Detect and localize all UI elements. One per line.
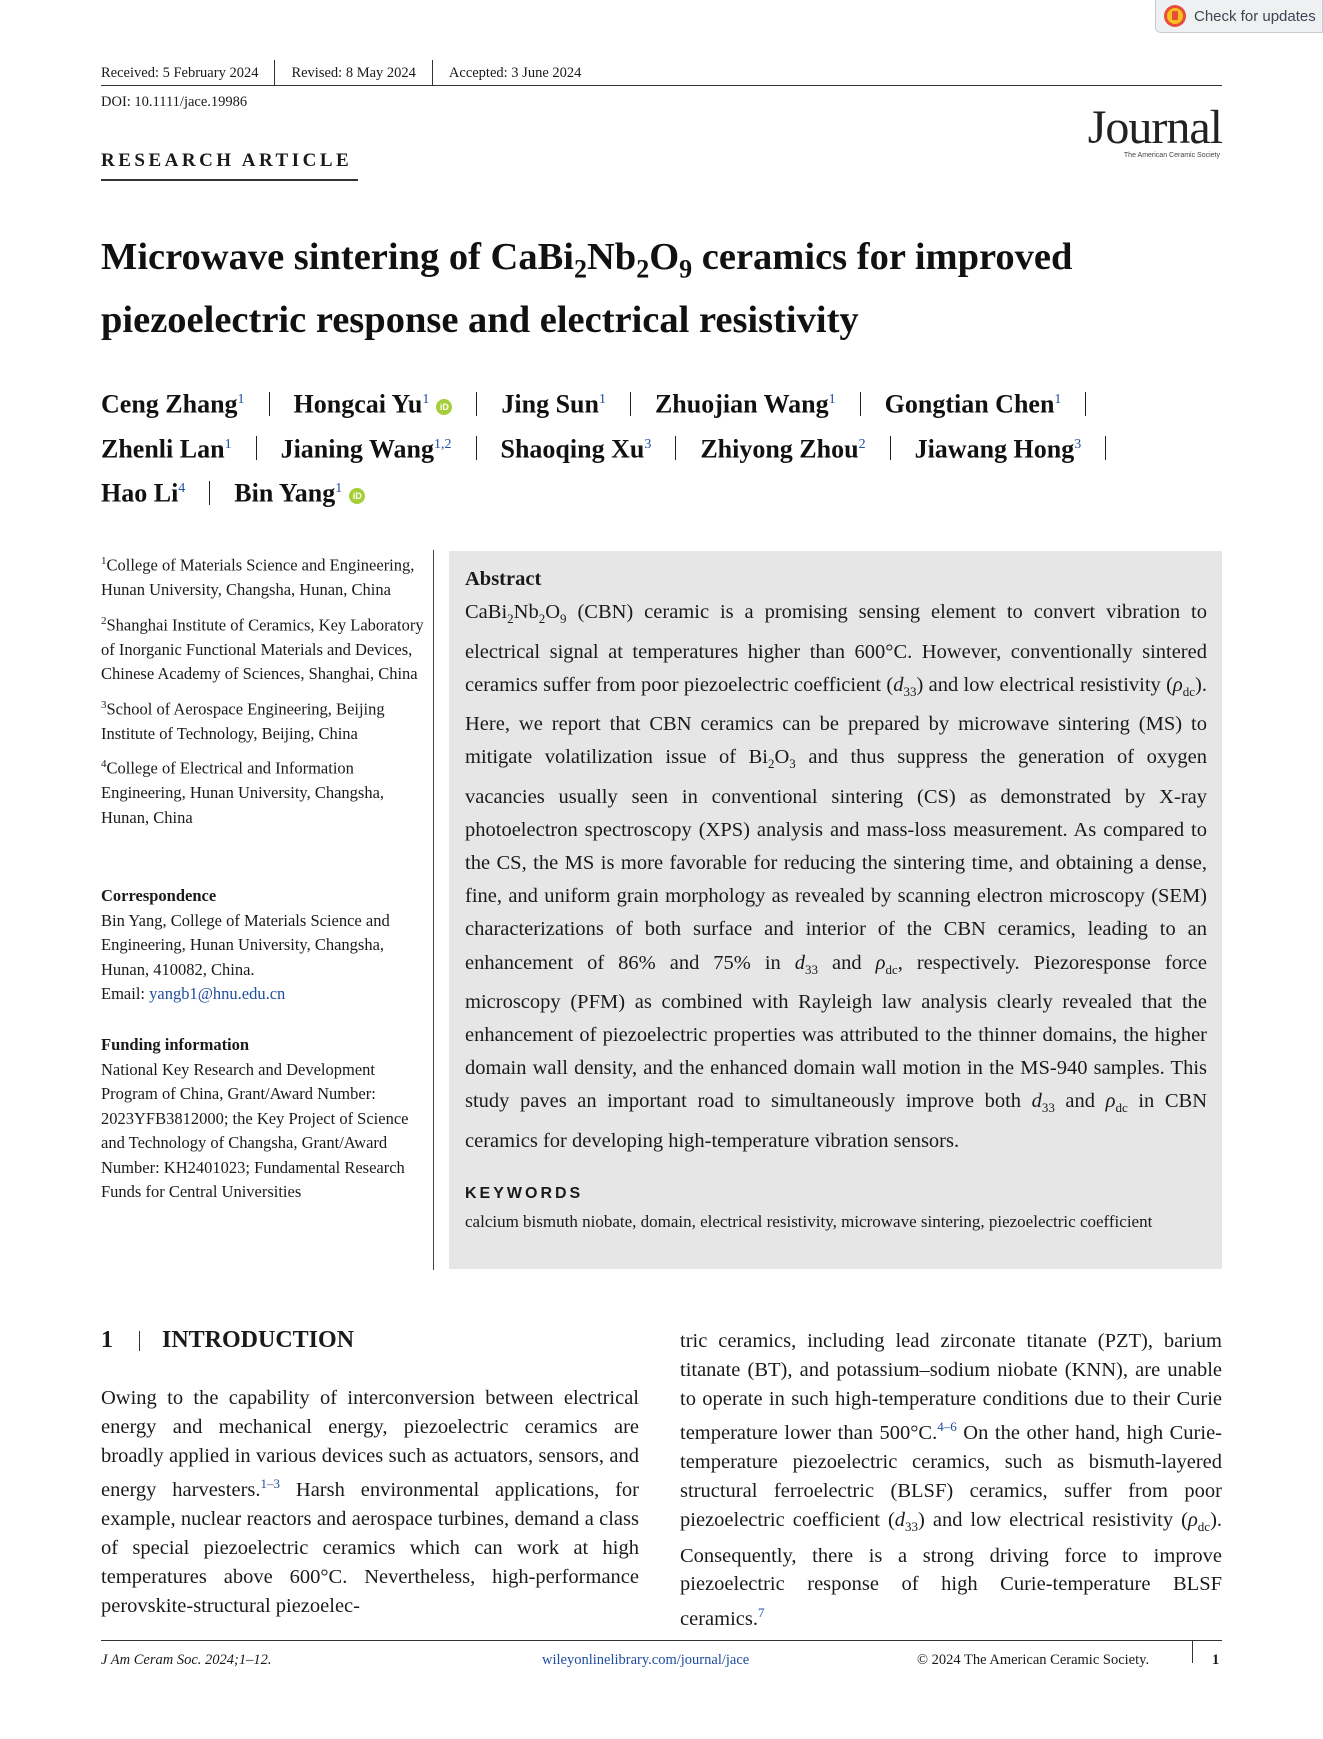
correspondence [101, 884, 421, 1007]
article-type-underline [101, 179, 358, 181]
check-for-updates-icon [1164, 5, 1186, 27]
check-for-updates-button[interactable] [1155, 0, 1323, 33]
author-list [101, 380, 1231, 514]
intro-column-2: tric ceramics, including lead zirconate titanate (PZT), barium titanate (BT), and potassium–sodium niobate (KNN), are unable to operate in such high-temperature conditions due to their Curie temperature lower than 500°C.$^{4-6}$ On the other hand, high Curie-temperature piezoelectric ceramics, such as bismuth-layered structural ferroelectric (BLSF) ceramics, suffer from poor piezoelectric coefficient $(d_{33})$ and low electrical resistivity $(\rho_{dc})$. Consequently, there is a strong driving force to improve piezoelectric response of high Curie-temperature BLSF ceramics.$^7$ [680, 1330, 1223, 1631]
orcid-icon[interactable]: iD [349, 488, 365, 504]
footer-copyright: © 2024 The American Ceramic Society. [917, 1652, 1150, 1668]
email-link[interactable]: yangb1@hnu.edu.cn [149, 984, 286, 1003]
section-heading [101, 1327, 354, 1354]
orcid-icon[interactable]: iD [436, 399, 452, 415]
author[interactable]: Jianing Wang$^{1,2}$ [280, 434, 452, 464]
header-rule [101, 85, 1222, 86]
author[interactable]: Bin Yang$^1$ iD [234, 469, 365, 514]
section-number: 1 [101, 1327, 113, 1353]
received-date: Received: 5 February 2024 [101, 64, 259, 81]
affiliation: $^3$School of Aerospace Engineering, Beijing Institute of Technology, Beijing, China [101, 698, 385, 743]
doi[interactable]: DOI: 10.1111/jace.19986 [101, 94, 248, 110]
abstract-heading: Abstract [465, 568, 542, 590]
divider [274, 60, 275, 86]
author[interactable]: Shaoqing Xu$^3$ [500, 434, 652, 464]
keywords-heading: KEYWORDS [465, 1185, 584, 1202]
funding-text: National Key Research and Development Program of China, Grant/Award Number: 2023YFB3812000; the Key Project of Science and Technology of Changsha, Grant/Award Number: KH2401023; Fundamental Research Funds for Central Universities [101, 1059, 409, 1201]
author[interactable]: Zhuojian Wang$^1$ [654, 389, 836, 419]
article-type: RESEARCH ARTICLE [101, 150, 353, 171]
citation-link[interactable]: 4–6 [937, 1419, 957, 1435]
correspondence-email-line: Email: yangb1@hnu.edu.cn [101, 984, 286, 1003]
affiliations [101, 549, 431, 836]
footer-rule [101, 1640, 1222, 1641]
journal-logo-word: Journal [1087, 101, 1222, 154]
journal-logo-subtitle: The American Ceramic Society [1123, 152, 1220, 159]
affiliation: $^1$College of Materials Science and Engineering, Hunan University, Changsha, Hunan, China [101, 555, 415, 599]
footer-url[interactable]: wileyonlinelibrary.com/journal/jace [542, 1652, 750, 1668]
citation-link[interactable]: 7 [757, 1605, 765, 1621]
author[interactable]: Jiawang Hong$^3$ [914, 434, 1082, 464]
footer-citation: J Am Ceram Soc. 2024;1–12. [101, 1652, 272, 1668]
article-dates [101, 60, 581, 86]
author[interactable]: Zhenli Lan$^1$ [101, 434, 232, 464]
page-number: 1 [1212, 1652, 1220, 1668]
abstract: Abstract $CaBi_2Nb_2O_9$ (CBN) ceramic is a promising sensing element to convert vibration to electrical signal at temperatures higher than 600°C. However, conventionally sintered ceramics suffer from poor piezoelectric coefficient $(d_{33})$ and low electrical resistivity $(\rho_{dc})$. Here, we report that CBN ceramics can be prepared by microwave sintering (MS) to mitigate volatilization issue of $Bi_2O_3$ and thus suppress the generation of oxygen vacancies usually seen in conventional sintering (CS) as demonstrated by X-ray photoelectron spectroscopy (XPS) analysis and mass-loss measurement. As compared to the CS, the MS is more favorable for reducing the sintering time, and obtaining a dense, fine, and uniform grain morphology as revealed by scanning electron microscopy (SEM) characterizations of both surface and interior of the CBN ceramics, leading to an enhancement of 86% and 75% in $d_{33}$ and $\rho_{dc}$, respectively. Piezoresponse force microscopy (PFM) as combined with Rayleigh law analysis clearly revealed that the enhancement of piezoelectric properties was attributed to the thinner domains, the higher domain wall density, and the enhanced domain wall motion in the MS-940 samples. This study paves an important road to simultaneously improve both $d_{33}$ and $\rho_{dc}$ in CBN ceramics for developing high-temperature vibration sensors. [465, 563, 1207, 1158]
divider [1192, 1641, 1193, 1663]
author[interactable]: Ceng Zhang$^1$ [101, 389, 245, 419]
author[interactable]: Zhiyong Zhou$^2$ [700, 434, 866, 464]
divider [432, 60, 433, 86]
journal-logo [1087, 101, 1222, 162]
affiliation: $^2$Shanghai Institute of Ceramics, Key Laboratory of Inorganic Functional Materials and Devices, Chinese Academy of Sciences, Shanghai, China [101, 614, 424, 683]
section-title: INTRODUCTION [162, 1327, 355, 1353]
revised-date: Revised: 8 May 2024 [291, 64, 416, 81]
intro-column-1: Owing to the capability of interconversion between electrical energy and mechanical energy, piezoelectric ceramics are broadly applied in various devices such as actuators, sensors, and energy harvesters.$^{1-3}$ Harsh environmental applications, for example, nuclear reactors and aerospace turbines, demand a class of special piezoelectric ceramics which can work at high temperatures above 600°C. Nevertheless, high-performance perovskite-structural piezoelec- [101, 1387, 639, 1617]
correspondence-text: Bin Yang, College of Materials Science and Engineering, Hunan University, Changsha, Hunan, 410082, China. [101, 910, 390, 979]
author[interactable]: Hongcai Yu$^1$ iD [294, 380, 453, 425]
correspondence-heading: Correspondence [101, 886, 217, 905]
divider [139, 1331, 140, 1351]
citation-link[interactable]: 1–3 [260, 1476, 281, 1492]
author[interactable]: Gongtian Chen$^1$ [884, 389, 1062, 419]
keywords: calcium bismuth niobate, domain, electrical resistivity, microwave sintering, piezoelectric coefficient [465, 1212, 1153, 1231]
article-title: Microwave sintering of $CaBi_2Nb_2O_9$ ceramics for improved piezoelectric response and electrical resistivity [101, 236, 1073, 341]
affiliation: $^4$College of Electrical and Information Engineering, Hunan University, Changsha, Hunan, China [101, 758, 385, 827]
check-for-updates-label: Check for updates [1194, 7, 1316, 25]
author[interactable]: Hao Li$^4$ [101, 478, 186, 508]
column-divider [433, 550, 434, 1270]
funding-information [101, 1033, 421, 1205]
author[interactable]: Jing Sun$^1$ [501, 389, 606, 419]
funding-heading: Funding information [101, 1035, 250, 1054]
accepted-date: Accepted: 3 June 2024 [448, 64, 582, 81]
